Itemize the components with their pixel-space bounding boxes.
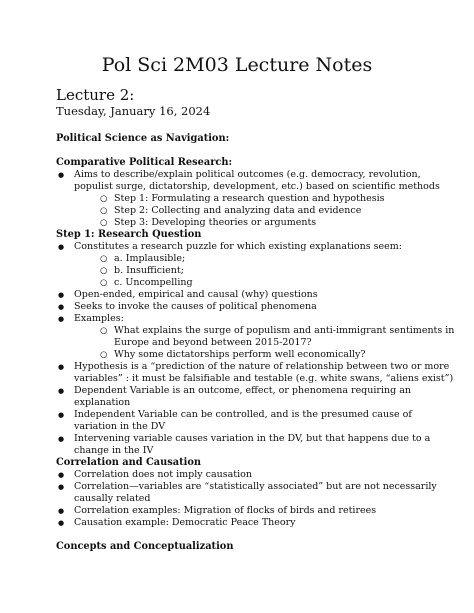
section-heading-navigation: Political Science as Navigation: [56, 133, 230, 144]
section-heading-concepts: Concepts and Conceptualization [56, 541, 234, 552]
step1-list [56, 241, 456, 457]
list-item: ● Open-ended, empirical and causal (why) questions [56, 289, 456, 301]
list-item: ● Correlation does not imply causation [56, 469, 456, 481]
list-item: ● Dependent Variable is an outcome, effect, or phenomena requiring an explanation [56, 385, 456, 409]
lecture-date: Tuesday, January 16, 2024 [56, 104, 211, 118]
list-item: ○ b. Insufficient; [100, 265, 456, 277]
list-item: ○ Step 2: Collecting and analyzing data and evidence [100, 205, 456, 217]
list-item: ○ Why some dictatorships perform well economically? [100, 349, 456, 361]
notes-body [56, 133, 456, 553]
lecture-heading: Lecture 2: [56, 86, 135, 104]
correlation-list [56, 469, 456, 529]
puzzle-sublist [74, 253, 456, 289]
list-item: ● Aims to describe/explain political outcomes (e.g. democracy, revolution, populist surge, dictatorship, development, etc.) based on scientific methods ○ Step 1: Formulating a research question and hypothesis ○ Step 2: Collecting and analyzing data and evidence ○ Step 3: Developing theories or arguments [56, 169, 456, 229]
list-item: ● Independent Variable can be controlled, and is the presumed cause of variation in the DV [56, 409, 456, 433]
list-item: ○ Step 3: Developing theories or arguments [100, 217, 456, 229]
list-item: ○ Step 1: Formulating a research question and hypothesis [100, 193, 456, 205]
steps-list [74, 193, 456, 229]
list-item: ● Seeks to invoke the causes of political phenomena [56, 301, 456, 313]
list-item: ● Constitutes a research puzzle for which existing explanations seem: ○ a. Implausible; ○ b. Insufficient; ○ c. Uncompelling [56, 241, 456, 289]
list-item: ● Examples: ○ What explains the surge of populism and anti-immigrant sentiments in Europe and beyond between 2015-2017? ○ Why some dictatorships perform well economically? [56, 313, 456, 361]
page-title: Pol Sci 2M03 Lecture Notes [101, 54, 373, 76]
list-item: ○ What explains the surge of populism and anti-immigrant sentiments in Europe and beyond between 2015-2017? [100, 325, 456, 349]
list-item: ● Intervening variable causes variation in the DV, but that happens due to a change in the IV [56, 433, 456, 457]
section-heading-step1: Step 1: Research Question [56, 229, 202, 240]
section-heading-correlation: Correlation and Causation [56, 457, 202, 468]
list-item: ● Causation example: Democratic Peace Theory [56, 517, 456, 529]
list-item: ● Correlation—variables are “statistically associated” but are not necessarily causally related [56, 481, 456, 505]
comparative-list [56, 169, 456, 229]
list-item: ○ a. Implausible; [100, 253, 456, 265]
examples-sublist [74, 325, 456, 361]
section-heading-comparative: Comparative Political Research: [56, 157, 233, 168]
list-item: ○ c. Uncompelling [100, 277, 456, 289]
list-item: ● Correlation examples: Migration of flocks of birds and retirees [56, 505, 456, 517]
list-item: ● Hypothesis is a “prediction of the nature of relationship between two or more variables” : it must be falsifiable and testable (e.g. white swans, “aliens exist”) [56, 361, 456, 385]
